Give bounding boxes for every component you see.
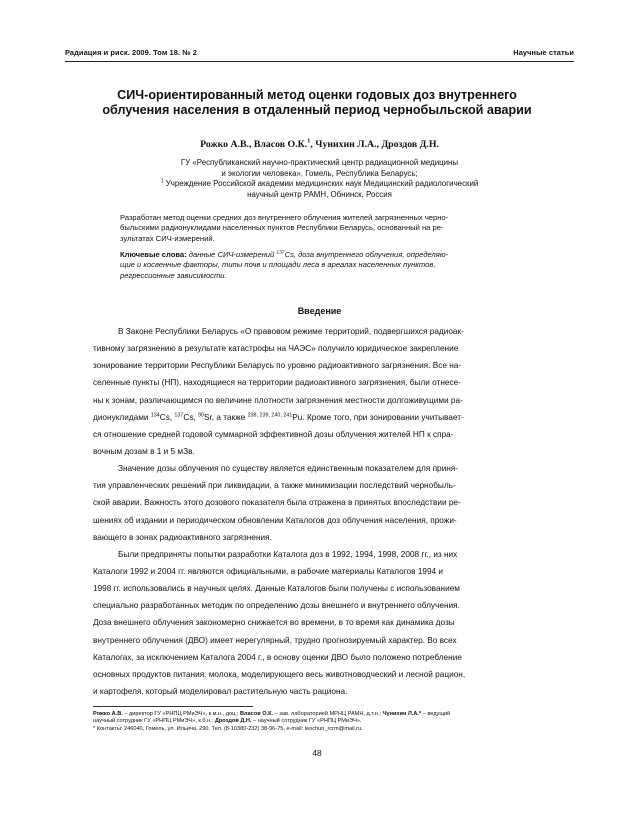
footnote-rule <box>93 706 253 707</box>
affiliation-mark: 1 <box>307 137 311 145</box>
body-line: тивному загрязнению в результате катастрофы на ЧАЭС» получило юридическое закрепление <box>93 344 459 354</box>
body-line: тия управленческих решений при ликвидации, а также минимизации последствий чернобыль- <box>93 481 456 491</box>
body-line: специально разработанных методик по определению дозы внешнего и внутреннего облучения. <box>93 601 460 611</box>
body-line: Каталогах, за исключением Каталога 2004 г., в основу оценки ДВО было положено потребление <box>93 652 462 662</box>
keywords-line: щие и косвенные факторы, типы почв и площади леса в ареалах населенных пунктов, <box>120 260 436 270</box>
body-text <box>93 323 539 700</box>
section-name: Научные статьи <box>513 48 574 57</box>
body-line: вочным дозам в 1 и 5 мЗв. <box>93 446 195 456</box>
body-line: селенные пункты (НП), находящиеся на территории радиоактивного загрязнения, были отнесе- <box>93 378 461 388</box>
page-number: 48 <box>312 748 322 758</box>
body-line: Доза внешнего облучения закономерно снижается во времени, в то время как динамика дозы <box>93 618 455 628</box>
header-rule <box>65 61 574 62</box>
affiliation-line: и экологии человека», Гомель, Республика Беларусь; <box>221 168 418 178</box>
affiliation-line: ГУ «Республиканский научно-практический центр радиационной медицины <box>180 158 459 167</box>
abstract-line: зультатах СИЧ-измерений. <box>120 233 215 243</box>
abstract-line: быльскими радионуклидами населенных пунктов Республики Беларусь, основанный на ре- <box>120 223 444 233</box>
affiliation-mark: 1 <box>160 178 164 185</box>
author: Власов О.К. <box>253 139 308 150</box>
body-line: внутреннего облучения (ДВО) имеет нерегулярный, трудно прогнозируемый характер. Во всех <box>93 635 457 645</box>
body-line-isotopes: дионуклидами $^{134}$Cs, $^{137}$Cs, $^{90}$Sr, а также $^{238, 239, 240, 241}$Pu. Кроме того, при зонировании учитывает- <box>93 411 464 422</box>
journal-name: Радиация и риск. 2009. Том 18. № 2 <box>65 48 197 57</box>
body-line: Каталоги 1992 и 2004 гг. являются официальными, а рабочие материалы Каталогов 1994 и <box>93 566 444 576</box>
body-line: ны к зонам, различающимся по величине плотности загрязнения местности долгоживущими ра- <box>93 395 463 405</box>
footnotes <box>93 711 539 733</box>
article-title <box>80 88 554 118</box>
running-header <box>65 48 574 57</box>
body-line: Значение дозы облучения по существу является единственным показателем для приня- <box>118 464 459 474</box>
body-line: и картофеля, который моделировал растительную часть рациона. <box>93 686 348 696</box>
footnote-line: научный сотрудник ГУ «РНПЦ РМиЭЧ», к.б.н.; Дроздов Д.Н. – научный сотрудник ГУ «РНПЦ РМиЭЧ». <box>93 718 362 725</box>
abstract-line: Разработан метод оценки средних доз внутреннего облучения жителей загрязненных черно- <box>120 213 449 222</box>
author: Рожко А.В., <box>200 139 252 150</box>
body-line: В Законе Республики Беларусь «О правовом режиме территорий, подвергшихся радиоак- <box>118 327 464 336</box>
body-line: зонирование территории Республики Беларусь по уровню радиоактивного загрязнения. Все на- <box>93 361 462 371</box>
body-line: вающего в зонах радиоактивного загрязнения. <box>93 532 272 542</box>
title-line: облучения населения в отдаленный период чернобыльской аварии <box>102 103 532 117</box>
abstract <box>120 213 512 244</box>
body-line: ской аварии. Важность этого дозового показателя была отражена в принятых впоследствии ре- <box>93 498 461 508</box>
keywords <box>120 250 512 281</box>
body-line: шениях об издании и периодическом обновлении Каталогов доз облучения населения, прожи- <box>93 515 457 525</box>
footnote-line: Рожко А.В. – директор ГУ «РНПЦ РМиЭЧ», к.м.н., доц.; Власов О.К. – зав. лабораторией МРНЦ РАМН, д.т.н.; Чунихин Л.А.* – ведущий <box>93 711 451 717</box>
affiliation-line: $^1$ Учреждение Российской академии медицинских наук Медицинский радиологический <box>160 178 479 189</box>
section-heading: Введение <box>297 306 342 316</box>
keywords-line: Ключевые слова: данные СИЧ-измерений $^{137}$Cs, доза внутреннего облучения, определяю- <box>120 250 449 259</box>
author: , Чунихин Л.А., Дроздов Д.Н. <box>310 139 439 150</box>
body-line: ся отношение средней годовой суммарной эффективной дозы облучения жителей НП к спра- <box>93 429 454 439</box>
body-line: Были предприняты попытки разработки Каталога доз в 1992, 1994, 1998, 2008 гг., из них <box>118 549 458 559</box>
keywords-label: Ключевые слова: <box>120 250 187 259</box>
keywords-line: регрессионные зависимости. <box>120 270 227 280</box>
affiliation-line: научный центр РАМН, Обнинск, Россия <box>247 189 392 199</box>
affiliations <box>65 158 574 200</box>
body-line: 1998 гг. использовались в научных целях. Данные Каталогов были получены с использованием <box>93 584 460 594</box>
body-line: основных продуктов питания: молока, моделирующего весь животноводческий и лесной рацион, <box>93 669 466 679</box>
footnote-contacts: * Контакты: 246040, Гомель, ул. Ильича, 290. Тел. (8-10380-232) 38-96-75, e-mail: leochun_rcrm@mail.ru. <box>93 725 363 732</box>
author-list <box>65 139 574 150</box>
title-line: СИЧ-ориентированный метод оценки годовых доз внутреннего <box>117 88 517 102</box>
